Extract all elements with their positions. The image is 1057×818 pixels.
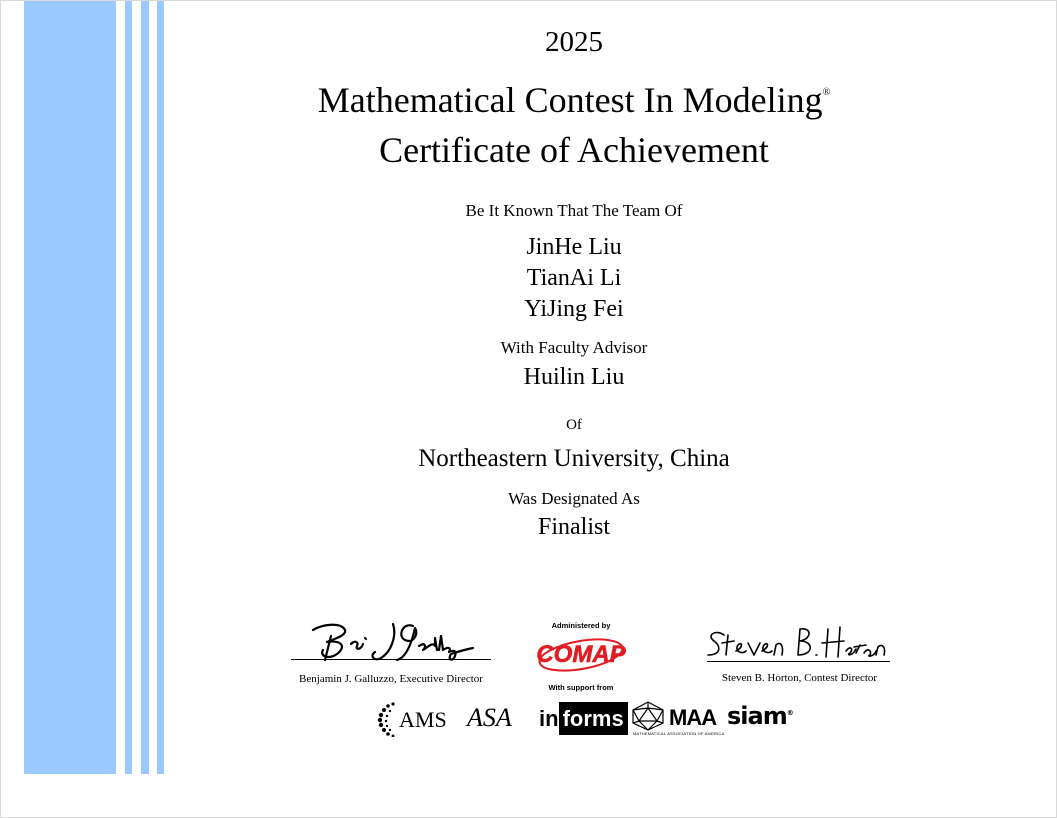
support-from-label: With support from bbox=[548, 683, 614, 692]
ams-logo-text: AMS bbox=[399, 707, 447, 732]
designated-label: Was Designated As bbox=[508, 489, 640, 508]
team-member: YiJing Fei bbox=[524, 296, 624, 322]
maa-logo-subtitle: MATHEMATICAL ASSOCIATION OF AMERICA bbox=[633, 731, 725, 736]
asa-logo: ASA bbox=[467, 703, 512, 732]
comap-logo-text: COMAP bbox=[536, 641, 626, 668]
decorative-thin-bar bbox=[157, 1, 164, 774]
advisor-label: With Faculty Advisor bbox=[500, 338, 648, 357]
registered-mark: ® bbox=[822, 87, 831, 98]
informs-logo-in: in bbox=[539, 706, 559, 731]
decorative-thin-bar bbox=[141, 1, 149, 774]
award-title: Finalist bbox=[537, 514, 610, 540]
team-member: TianAi Li bbox=[526, 265, 622, 291]
school-name: Northeastern University, China bbox=[418, 445, 730, 472]
of-label: Of bbox=[566, 417, 582, 433]
informs-logo-forms: forms bbox=[559, 702, 628, 735]
sponsor-logos bbox=[377, 699, 817, 739]
certificate-title: Certificate of Achievement bbox=[379, 130, 769, 170]
siam-logo-text: siam bbox=[727, 702, 787, 730]
contest-name bbox=[164, 75, 984, 122]
siam-logo bbox=[727, 702, 793, 730]
contest-name-text: Mathematical Contest In Modeling bbox=[317, 80, 823, 120]
administered-by-label: Administered by bbox=[551, 621, 611, 630]
right-signature-image bbox=[704, 623, 890, 663]
left-signature-line bbox=[291, 659, 491, 660]
siam-registered-mark: ® bbox=[786, 709, 793, 717]
maa-icosahedron-icon bbox=[631, 701, 665, 731]
left-signatory-name: Benjamin J. Galluzzo, Executive Director bbox=[299, 673, 483, 685]
certificate-year: 2025 bbox=[545, 26, 603, 58]
maa-logo-text: MAA bbox=[669, 705, 717, 730]
comap-logo bbox=[535, 631, 627, 675]
team-member: JinHe Liu bbox=[526, 234, 622, 260]
decorative-thin-bar bbox=[125, 1, 132, 774]
known-text: Be It Known That The Team Of bbox=[465, 201, 683, 220]
ams-dots-icon bbox=[377, 701, 399, 737]
right-signatory-name: Steven B. Horton, Contest Director bbox=[721, 672, 878, 684]
decorative-wide-bar bbox=[24, 1, 116, 774]
advisor-name: Huilin Liu bbox=[523, 364, 625, 390]
left-signature-image bbox=[301, 616, 491, 664]
informs-logo bbox=[539, 702, 628, 735]
right-signature-line bbox=[707, 661, 890, 662]
comap-block bbox=[529, 621, 633, 692]
